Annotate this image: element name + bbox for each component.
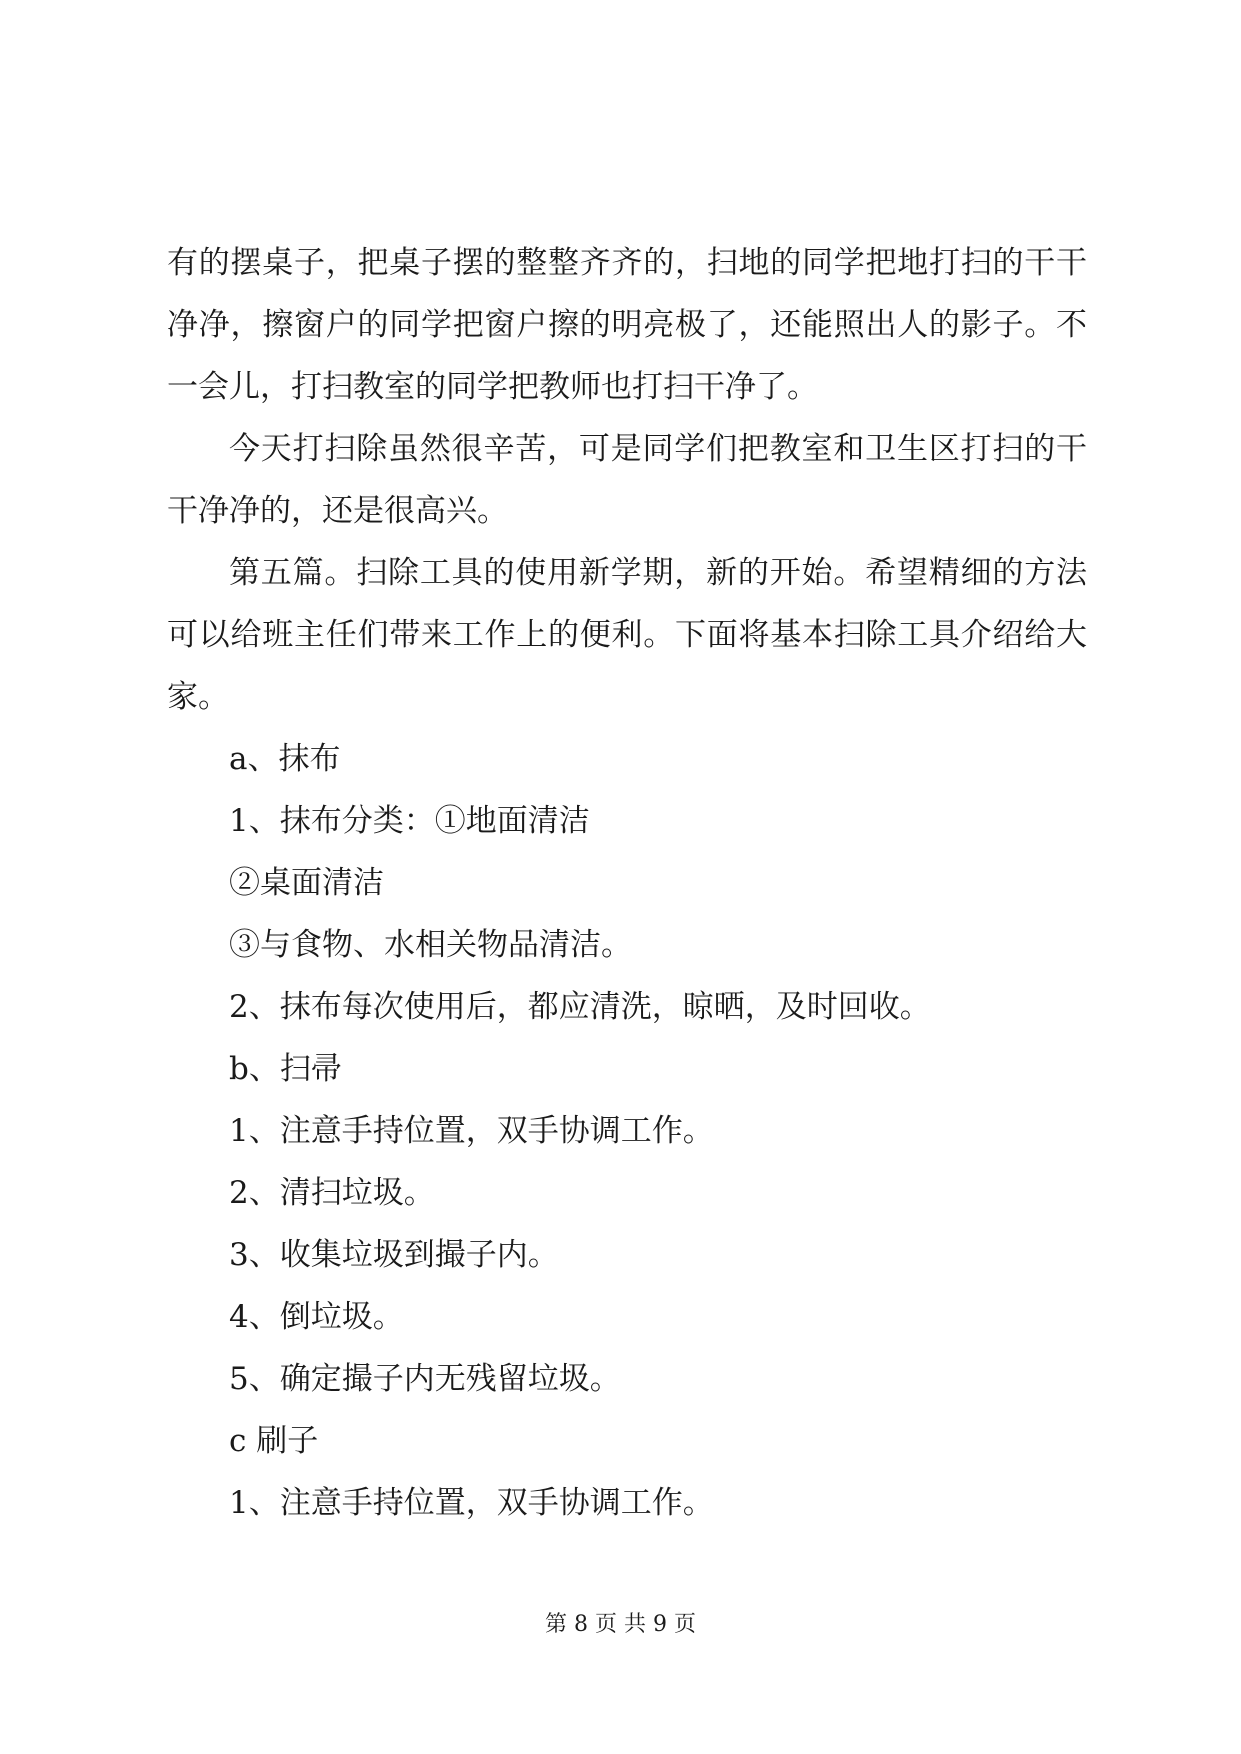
list-item: b、扫帚	[229, 1051, 342, 1087]
list-item: c 刷子	[229, 1423, 319, 1459]
page-number: 第 8 页 共 9 页	[545, 1612, 696, 1637]
list-item: 2、抹布每次使用后，都应清洗，晾晒，及时回收。	[229, 989, 931, 1025]
list-item: 4、倒垃圾。	[229, 1299, 404, 1335]
list-item: 3、收集垃圾到撮子内。	[229, 1237, 559, 1273]
list-item: ③与食物、水相关物品清洁。	[229, 927, 632, 963]
list-item: 1、抹布分类：①地面清洁	[229, 803, 590, 839]
list-item: 1、注意手持位置，双手协调工作。	[229, 1485, 714, 1521]
list-item: a、抹布	[229, 741, 341, 777]
paragraph: 今天打扫除虽然很辛苦，可是同学们把教室和卫生区打扫的干干净净的，还是很高兴。	[167, 431, 1087, 529]
paragraph: 有的摆桌子，把桌子摆的整整齐齐的，扫地的同学把地打扫的干干净净，擦窗户的同学把窗户擦的明亮极了，还能照出人的影子。不一会儿，打扫教室的同学把教师也打扫干净了。	[167, 245, 1087, 405]
list-item: ②桌面清洁	[229, 865, 384, 901]
paragraph: 第五篇。扫除工具的使用新学期，新的开始。希望精细的方法可以给班主任们带来工作上的便利。下面将基本扫除工具介绍给大家。	[167, 555, 1087, 715]
list-item: 5、确定撮子内无残留垃圾。	[229, 1361, 621, 1397]
document-body	[167, 232, 1087, 1534]
list-item: 1、注意手持位置，双手协调工作。	[229, 1113, 714, 1149]
list-item: 2、清扫垃圾。	[229, 1175, 435, 1211]
page-footer	[0, 1610, 1241, 1640]
